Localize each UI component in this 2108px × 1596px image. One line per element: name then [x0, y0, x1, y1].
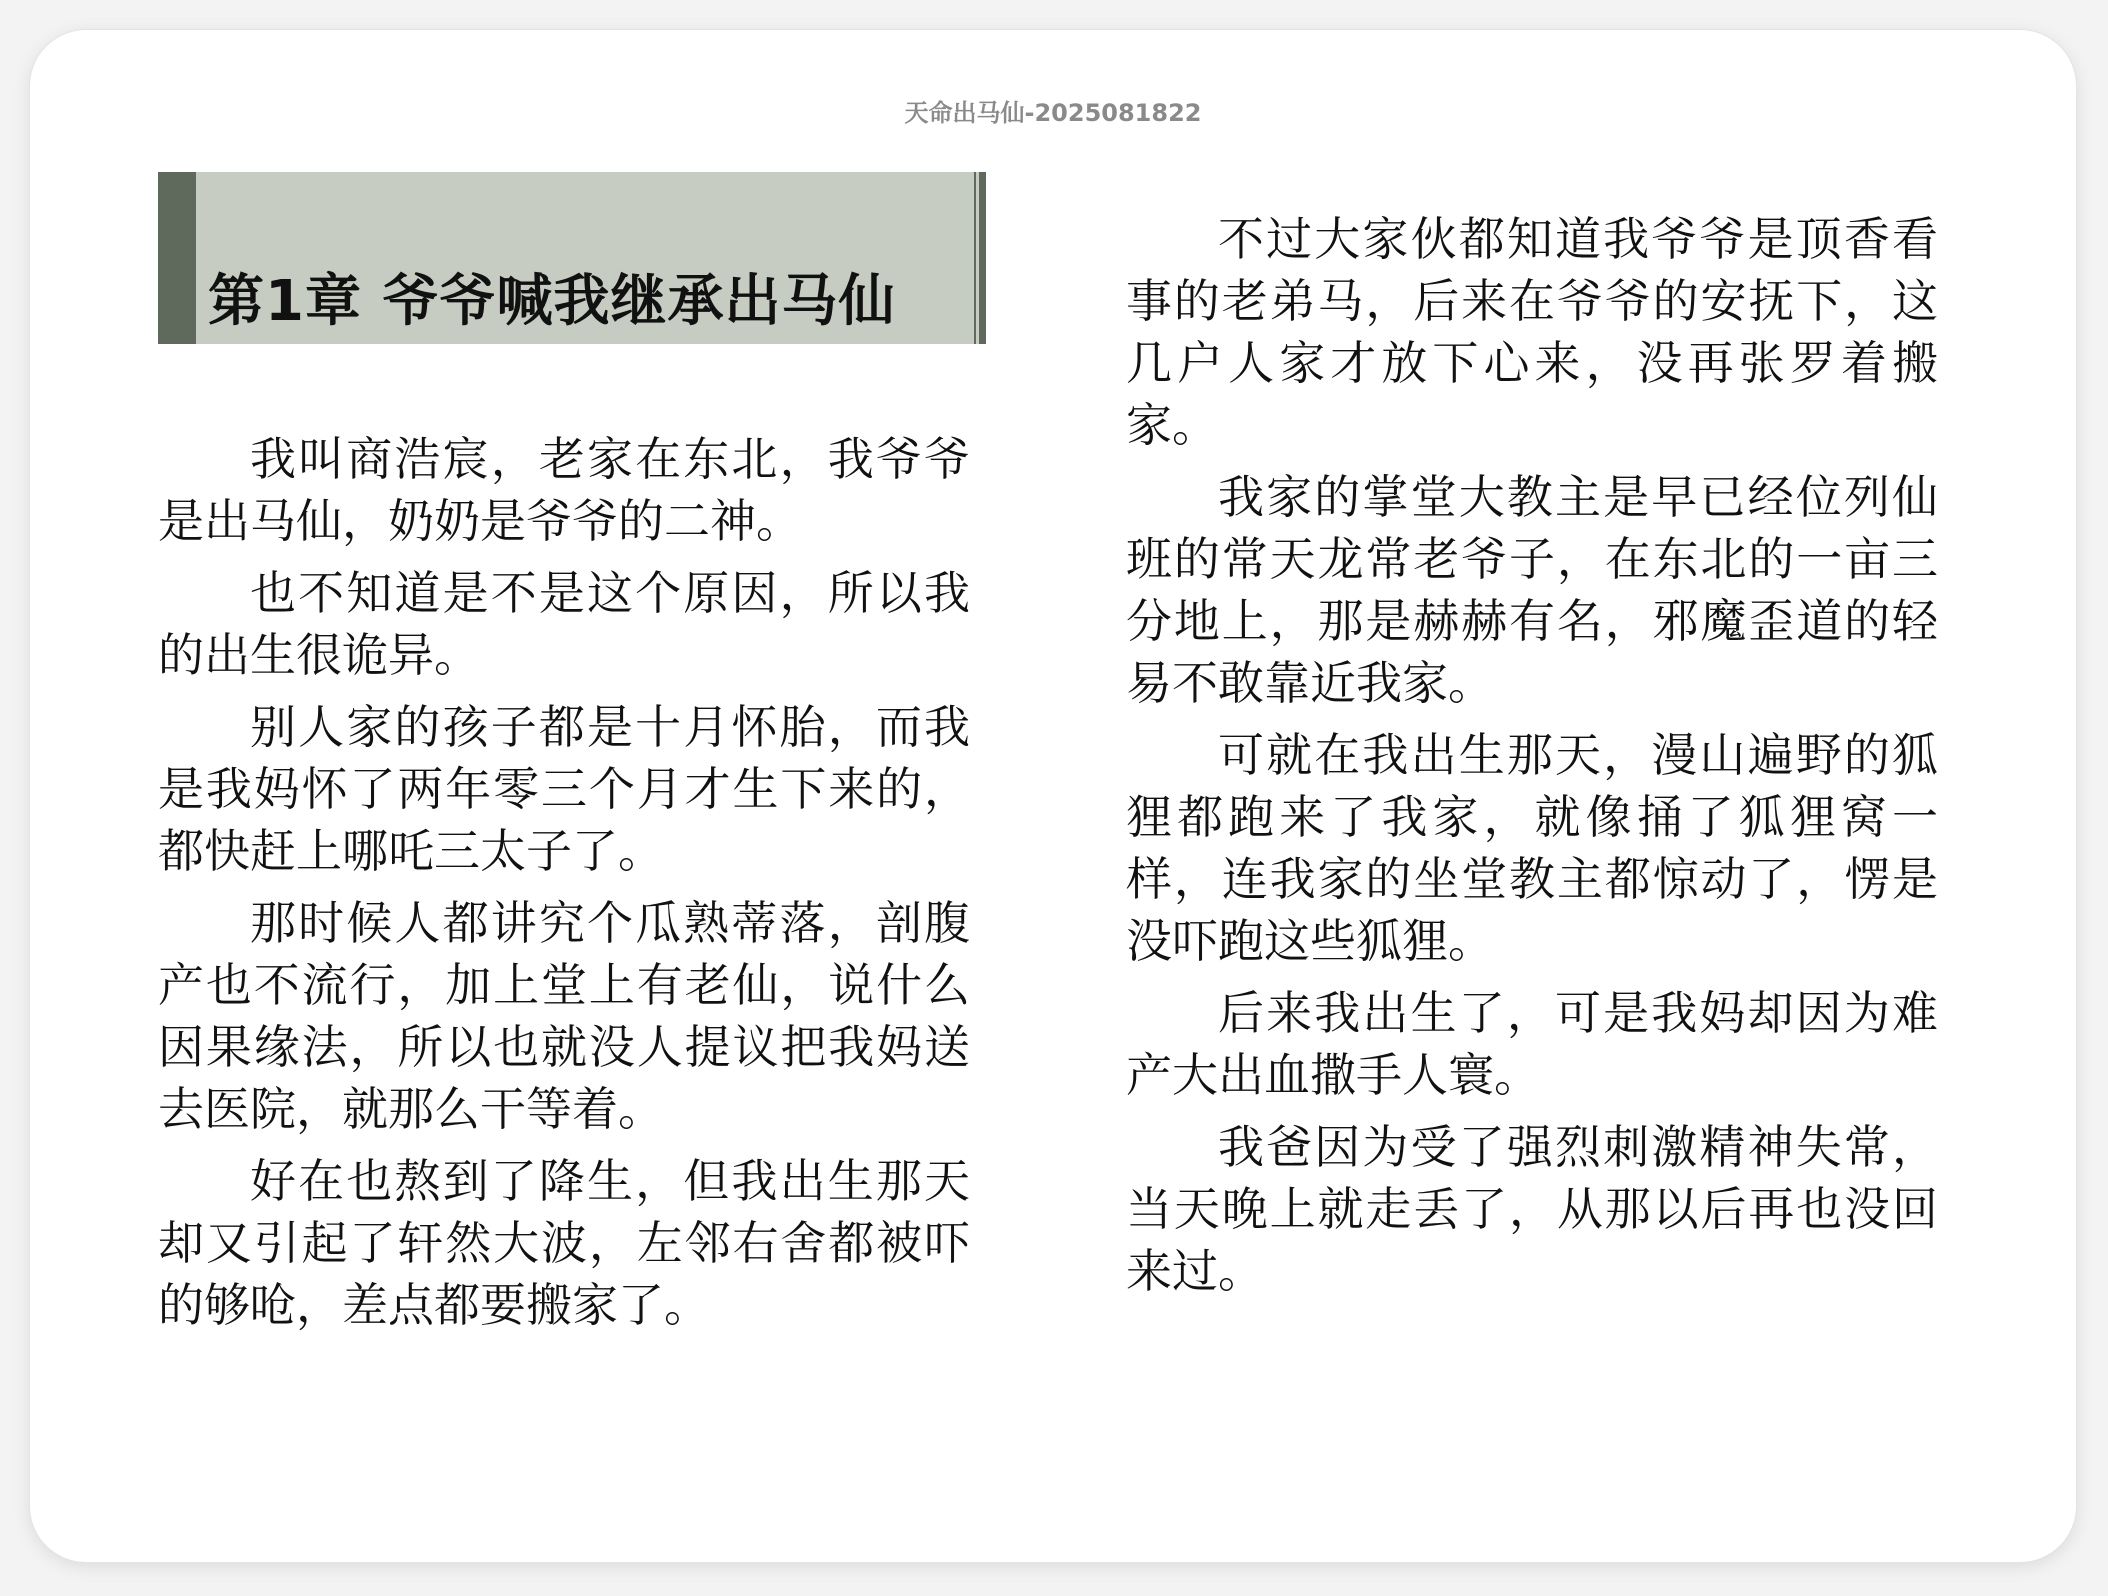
- banner-right-bar: [979, 172, 986, 344]
- chapter-header-banner: [158, 172, 986, 344]
- paragraph: 我爸因为受了强烈刺激精神失常，当天晚上就走丢了，从那以后再也没回来过。: [1126, 1120, 1938, 1298]
- right-column-text: [1126, 208, 1938, 1312]
- chapter-title: 第1章 爷爷喊我继承出马仙: [208, 269, 896, 334]
- book-title: 天命出马仙-2025081822: [904, 99, 1202, 127]
- paragraph: 不过大家伙都知道我爷爷是顶香看事的老弟马，后来在爷爷的安抚下，这几户人家才放下心来，没再张罗着搬家。: [1126, 212, 1938, 452]
- paragraph: 后来我出生了，可是我妈却因为难产大出血撒手人寰。: [1126, 986, 1938, 1102]
- paragraph: 我叫商浩宸，老家在东北，我爷爷是出马仙，奶奶是爷爷的二神。: [158, 432, 970, 548]
- reader-page[interactable]: [30, 30, 2076, 1562]
- paragraph: 别人家的孩子都是十月怀胎，而我是我妈怀了两年零三个月才生下来的，都快赶上哪吒三太子了。: [158, 700, 970, 878]
- left-column-text: [158, 428, 970, 1346]
- paragraph: 那时候人都讲究个瓜熟蒂落，剖腹产也不流行，加上堂上有老仙，说什么因果缘法，所以也就没人提议把我妈送去医院，就那么干等着。: [158, 896, 970, 1136]
- banner-left-bar: [158, 172, 196, 344]
- paragraph: 可就在我出生那天，漫山遍野的狐狸都跑来了我家，就像捅了狐狸窝一样，连我家的坐堂教主都惊动了，愣是没吓跑这些狐狸。: [1126, 728, 1938, 968]
- paragraph: 好在也熬到了降生，但我出生那天却又引起了轩然大波，左邻右舍都被吓的够呛，差点都要搬家了。: [158, 1154, 970, 1332]
- paragraph: 也不知道是不是这个原因，所以我的出生很诡异。: [158, 566, 970, 682]
- paragraph: 我家的掌堂大教主是早已经位列仙班的常天龙常老爷子，在东北的一亩三分地上，那是赫赫有名，邪魔歪道的轻易不敢靠近我家。: [1126, 470, 1938, 710]
- banner-right-thin-bar: [974, 172, 976, 344]
